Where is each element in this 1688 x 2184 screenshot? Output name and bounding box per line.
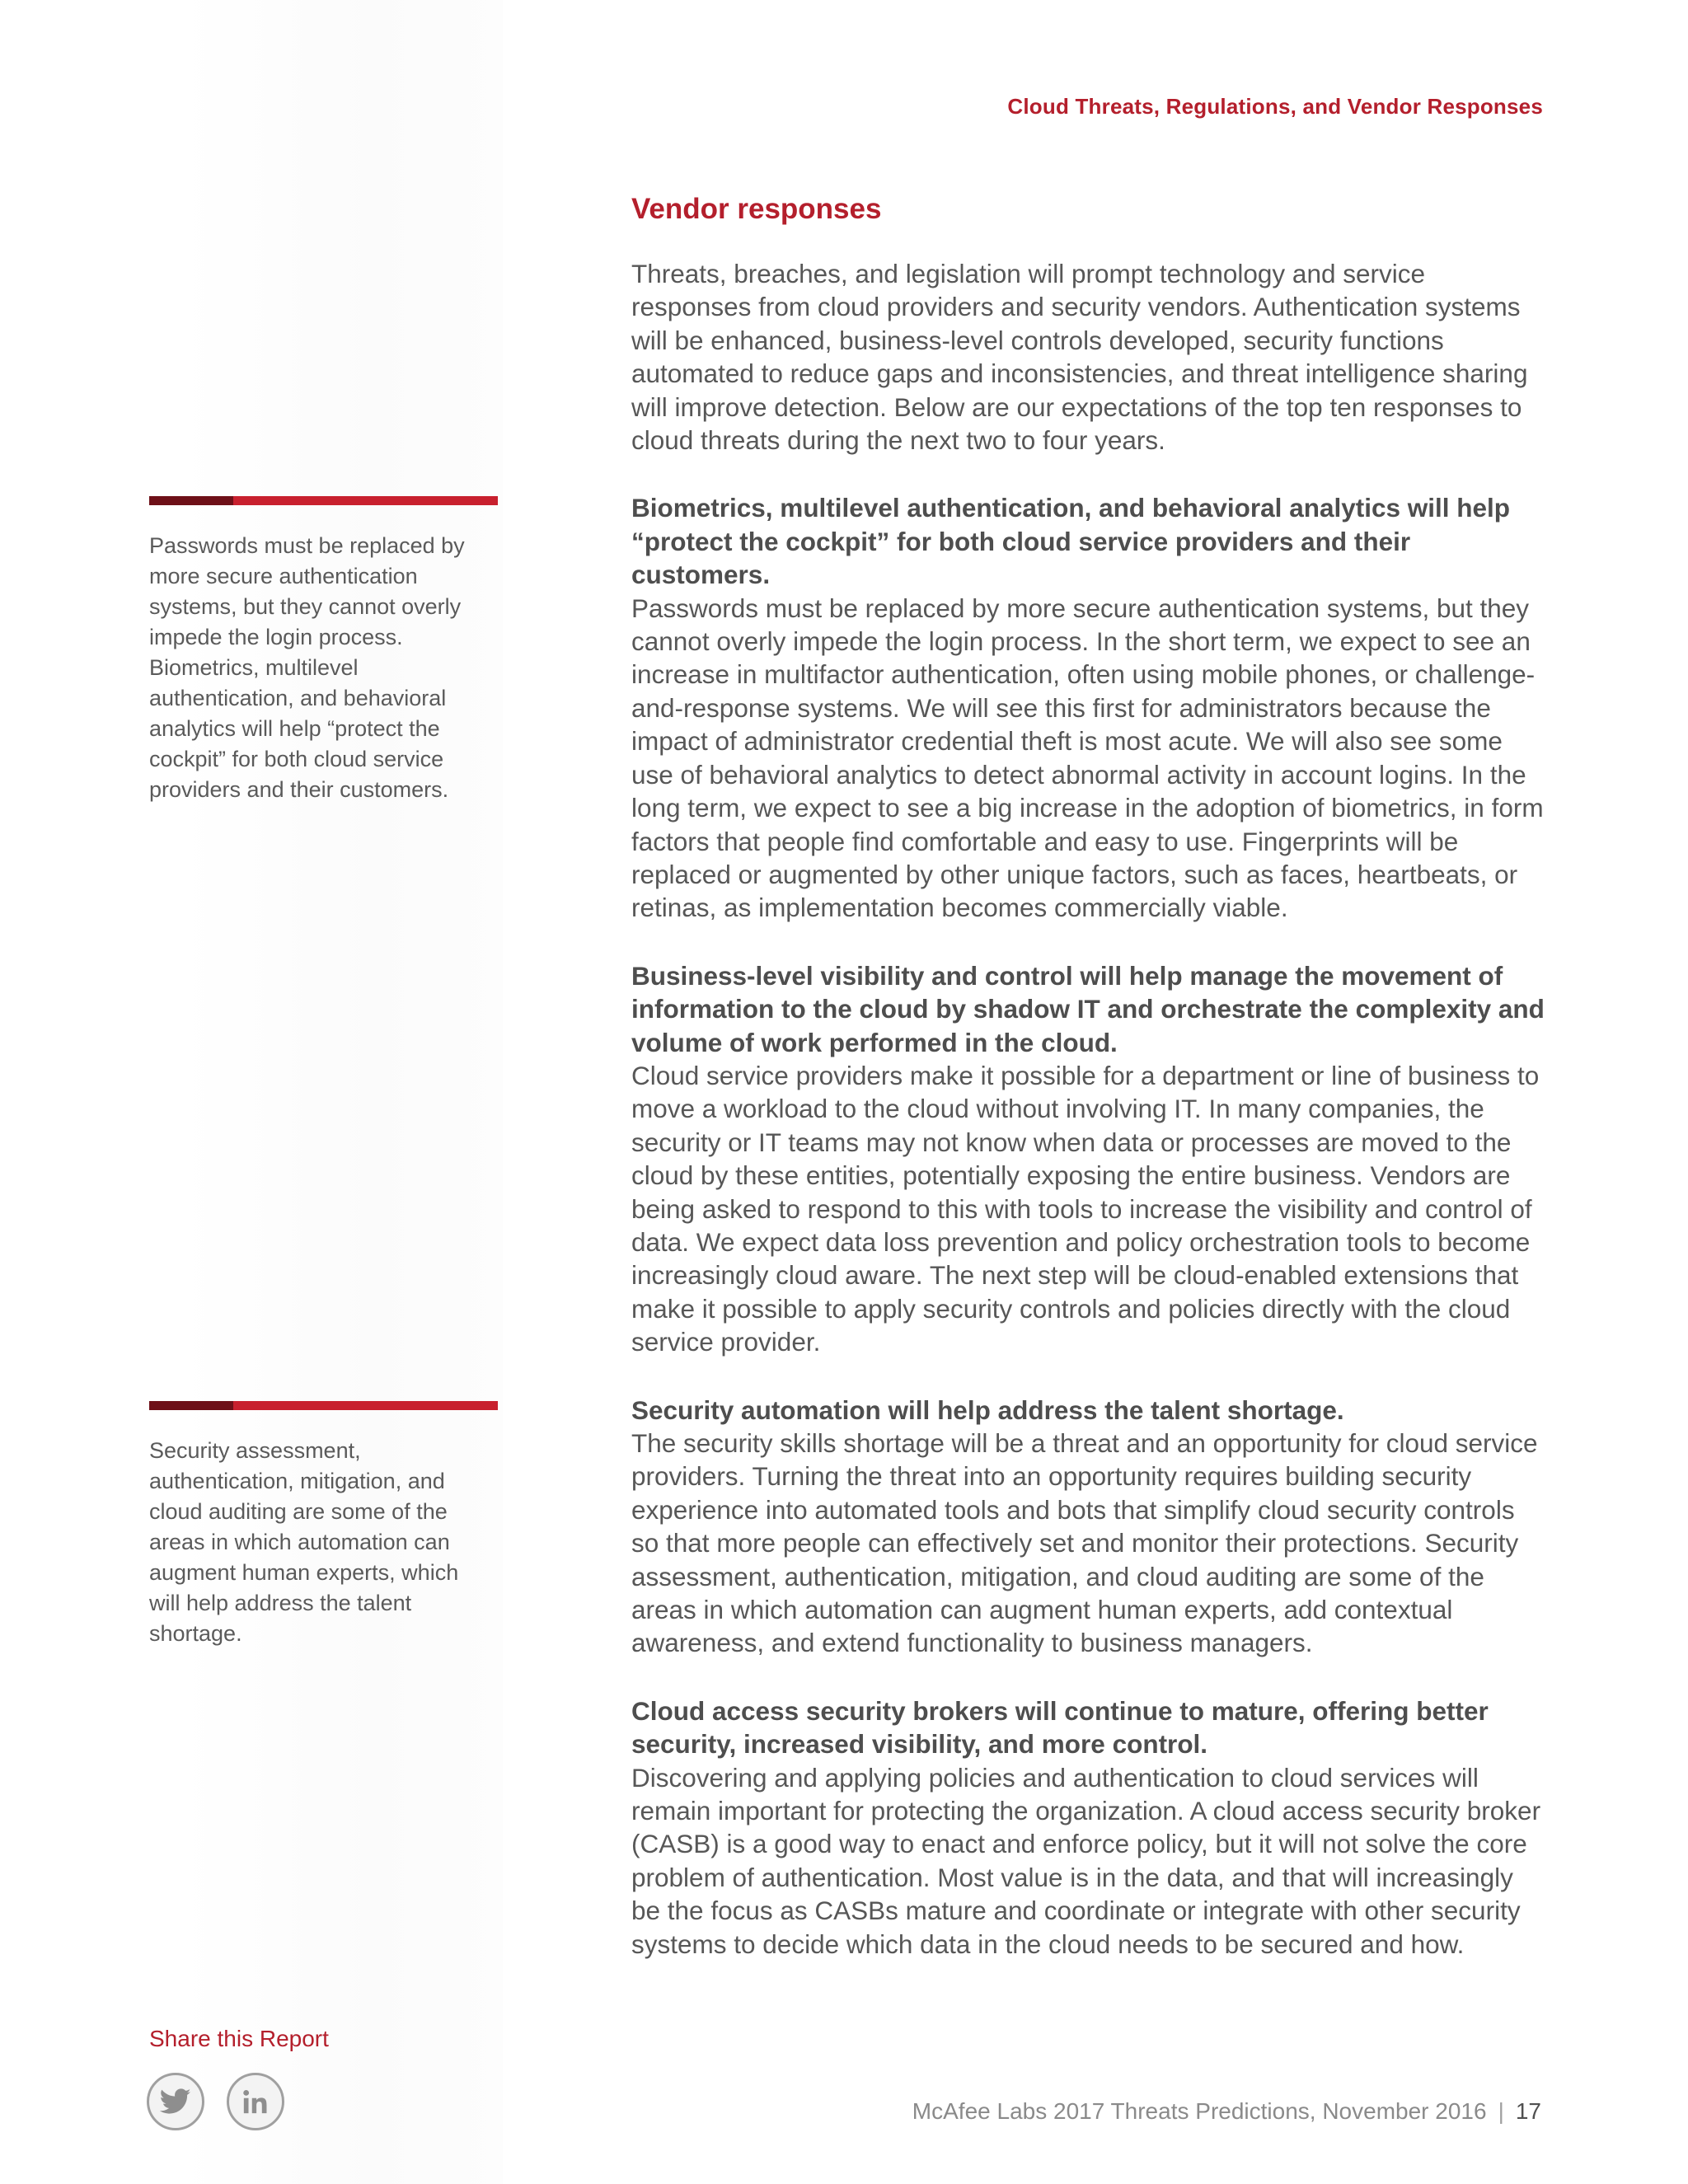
- response-body: Discovering and applying policies and authentication to cloud services will remain important for protecting the organization. A cloud access security broker (CASB) is a good way to enact and enforce policy, but it will not solve the core problem of authentication. Most value is in the data, and that will increasingly be the focus as CASBs mature and coordinate or integrate with other security systems to decide which data in the cloud needs to be secured and how.: [631, 1762, 1541, 1959]
- response-item: [631, 1394, 1546, 1660]
- sidebar-background: [181, 0, 503, 2184]
- main-content: [631, 191, 1546, 1995]
- response-heading: Business-level visibility and control will help manage the movement of information to the cloud by shadow IT and orchestrate the complexity and volume of work performed in the cloud.: [631, 960, 1545, 1057]
- response-body: The security skills shortage will be a threat and an opportunity for cloud service providers. Turning the threat into an opportunity requires building security experience into automated tools and bots that simplify cloud security controls so that more people can effectively set and monitor their protections. Security assessment, authentication, mitigation, and cloud auditing are some of the areas in which automation can augment human experts, add contextual awareness, and extend functionality to business managers.: [631, 1428, 1538, 1658]
- response-body: Passwords must be replaced by more secure authentication systems, but they cannot overly impede the login process. In the short term, we expect to see an increase in multifactor authentication, often using mobile phones, or challenge-and-response systems. We will see this first for administrators because the impact of administrator credential theft is most acute. We will also see some use of behavioral analytics to detect abnormal activity in account logins. In the long term, we expect to see a big increase in the adoption of biometrics, in form factors that people find comfortable and easy to use. Fingerprints will be replaced or augmented by other unique factors, such as faces, heartbeats, or retinas, as implementation becomes commercially viable.: [631, 593, 1544, 923]
- section-title: Vendor responses: [631, 193, 882, 225]
- pull-quote: [149, 1401, 498, 1649]
- footer-text: McAfee Labs 2017 Threats Predictions, November 2016: [912, 2098, 1487, 2124]
- page-number: 17: [1515, 2098, 1541, 2124]
- twitter-button[interactable]: [147, 2073, 204, 2130]
- response-heading: Biometrics, multilevel authentication, and behavioral analytics will help “protect the cockpit” for both cloud service providers and their customers.: [631, 493, 1511, 590]
- intro-paragraph: Threats, breaches, and legislation will prompt technology and service responses from cloud providers and security vendors. Authentication systems will be enhanced, business-level controls developed, security functions automated to reduce gaps and inconsistencies, and threat intelligence sharing will improve detection. Below are our expectations of the top ten responses to cloud threats during the next two to four years.: [631, 259, 1528, 456]
- pull-quote-rule: [149, 1401, 498, 1410]
- page-footer: [912, 2098, 1541, 2125]
- pull-quote-text: Security assessment, authentication, mitigation, and cloud auditing are some of the areas in which automation can augment human experts, which will help address the talent shortage.: [149, 1438, 459, 1646]
- pull-quote-text: Passwords must be replaced by more secure authentication systems, but they cannot overly impede the login process. Biometrics, multilevel authentication, and behavioral analytics will help “protect the cockpit” for both cloud service providers and their customers.: [149, 533, 465, 802]
- linkedin-button[interactable]: [227, 2073, 284, 2130]
- footer-separator: |: [1498, 2098, 1504, 2124]
- response-body: Cloud service providers make it possible for a department or line of business to move a workload to the cloud without involving IT. In many companies, the security or IT teams may not know when data or processes are moved to the cloud by these entities, potentially exposing the entire business. Vendors are being asked to respond to this with tools to increase the visibility and control of data. We expect data loss prevention and policy orchestration tools to become increasingly cloud aware. The next step will be cloud-enabled extensions that make it possible to apply security controls and policies directly with the cloud service provider.: [631, 1060, 1540, 1357]
- linkedin-icon: [241, 2088, 270, 2116]
- share-label: Share this Report: [149, 2026, 329, 2051]
- pull-quote-rule: [149, 496, 498, 505]
- response-heading: Cloud access security brokers will continue to mature, offering better security, increased visibility, and more control.: [631, 1695, 1489, 1760]
- response-item: [631, 1694, 1546, 1961]
- twitter-icon: [160, 2088, 191, 2115]
- pull-quote: [149, 496, 498, 805]
- response-item: [631, 491, 1546, 924]
- response-item: [631, 959, 1546, 1359]
- running-header: Cloud Threats, Regulations, and Vendor Responses: [1007, 94, 1543, 119]
- response-heading: Security automation will help address the talent shortage.: [631, 1394, 1344, 1425]
